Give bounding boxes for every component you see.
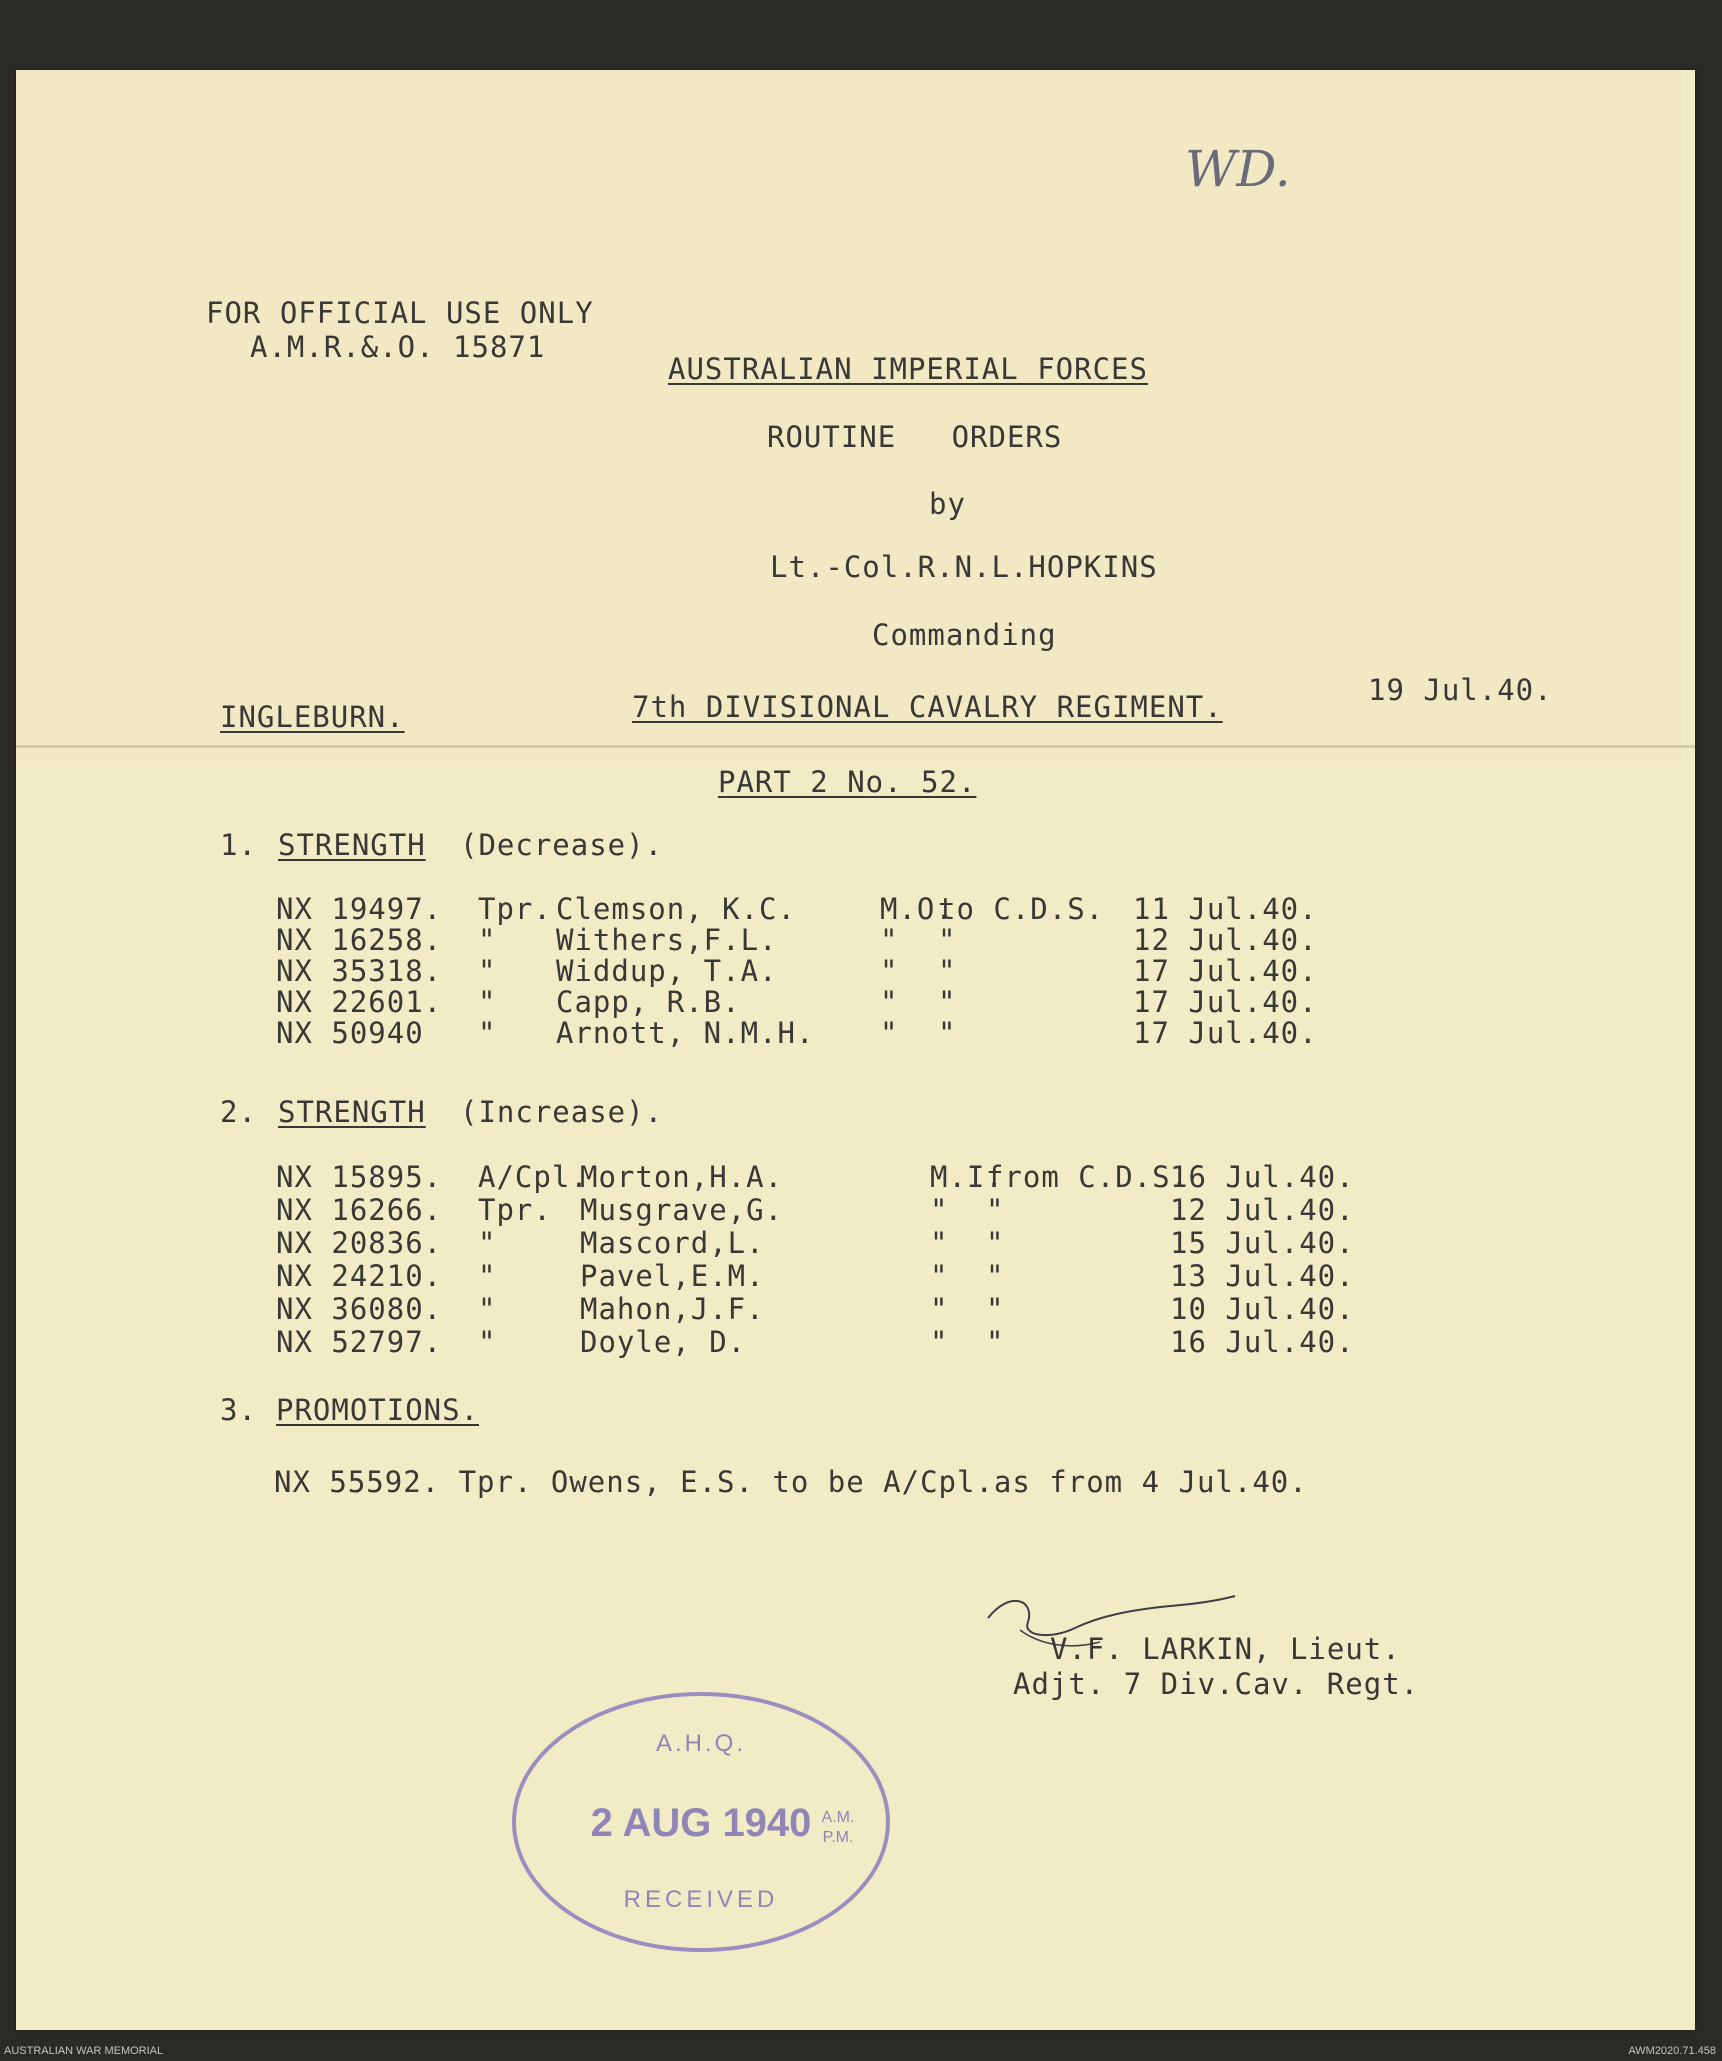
archive-credit: AUSTRALIAN WAR MEMORIAL <box>4 2045 164 2057</box>
cell-rank: " <box>478 1292 497 1326</box>
cell-unit: " <box>938 1016 957 1050</box>
cell-action: " <box>930 1325 949 1359</box>
cell-unit: " <box>986 1292 1005 1326</box>
title-line-orders: ROUTINE ORDERS <box>767 420 1063 454</box>
cell-name: Capp, R.B. <box>556 985 741 1019</box>
cell-action: " <box>930 1259 949 1293</box>
section-2-number: 2. <box>220 1095 257 1129</box>
cell-action: M.I. <box>930 1160 1004 1194</box>
section-3-heading: PROMOTIONS. <box>276 1393 480 1427</box>
cell-unit: " <box>986 1325 1005 1359</box>
cell-rank: Tpr. <box>478 892 552 926</box>
cell-date: 13 Jul.40. <box>1170 1259 1355 1293</box>
amr-reference: A.M.R.&.O. 15871 <box>250 330 546 364</box>
part-number: PART 2 No. 52. <box>718 765 977 799</box>
cell-date: 16 Jul.40. <box>1170 1160 1355 1194</box>
cell-name: Widdup, T.A. <box>556 954 778 988</box>
cell-name: Mascord,L. <box>580 1226 765 1260</box>
cell-no: NX 24210. <box>276 1259 443 1293</box>
cell-date: 12 Jul.40. <box>1133 923 1318 957</box>
signatory-name: V.F. LARKIN, Lieut. <box>1050 1632 1401 1666</box>
cell-no: NX 35318. <box>276 954 443 988</box>
cell-name: Mahon,J.F. <box>580 1292 765 1326</box>
cell-rank: " <box>478 985 497 1019</box>
section-3-number: 3. <box>220 1393 257 1427</box>
cell-name: Arnott, N.M.H. <box>556 1016 815 1050</box>
cell-rank: " <box>478 1325 497 1359</box>
cell-date: 11 Jul.40. <box>1133 892 1318 926</box>
cell-date: 17 Jul.40. <box>1133 985 1318 1019</box>
stamp-office: A.H.Q. <box>655 1730 746 1757</box>
cell-date: 17 Jul.40. <box>1133 1016 1318 1050</box>
official-use-label: FOR OFFICIAL USE ONLY <box>206 296 594 330</box>
cell-rank: A/Cpl. <box>478 1160 589 1194</box>
cell-rank: " <box>478 954 497 988</box>
signatory-title: Adjt. 7 Div.Cav. Regt. <box>1013 1667 1420 1701</box>
cell-action: " <box>880 954 899 988</box>
cell-unit: from C.D.S. <box>986 1160 1190 1194</box>
unit-title: 7th DIVISIONAL CAVALRY REGIMENT. <box>632 690 1223 724</box>
cell-unit: to C.D.S. <box>938 892 1105 926</box>
cell-unit: " <box>938 954 957 988</box>
cell-date: 15 Jul.40. <box>1170 1226 1355 1260</box>
cell-no: NX 19497. <box>276 892 443 926</box>
cell-rank: " <box>478 1259 497 1293</box>
place-label: INGLEBURN. <box>220 700 405 734</box>
cell-rank: " <box>478 1226 497 1260</box>
cell-rank: " <box>478 1016 497 1050</box>
cell-action: " <box>880 923 899 957</box>
order-date: 19 Jul.40. <box>1368 673 1553 707</box>
cell-no: NX 16258. <box>276 923 443 957</box>
cell-unit: " <box>986 1193 1005 1227</box>
sheet-edge <box>16 745 1695 748</box>
cell-action: " <box>930 1292 949 1326</box>
cell-date: 17 Jul.40. <box>1133 954 1318 988</box>
cell-action: " <box>880 1016 899 1050</box>
cell-action: M.O. <box>880 892 954 926</box>
title-line-commanding: Commanding <box>872 618 1057 652</box>
cell-no: NX 52797. <box>276 1325 443 1359</box>
cell-no: NX 15895. <box>276 1160 443 1194</box>
cell-unit: " <box>938 923 957 957</box>
cell-action: " <box>930 1193 949 1227</box>
cell-date: 10 Jul.40. <box>1170 1292 1355 1326</box>
stamp-received: RECEIVED <box>623 1886 779 1913</box>
cell-name: Musgrave,G. <box>580 1193 784 1227</box>
cell-no: NX 16266. <box>276 1193 443 1227</box>
cell-name: Morton,H.A. <box>580 1160 784 1194</box>
cell-unit: " <box>986 1226 1005 1260</box>
stamp-ampm: A.M. P.M. <box>821 1809 855 1846</box>
cell-unit: " <box>986 1259 1005 1293</box>
title-line-by: by <box>929 487 966 521</box>
cell-name: Withers,F.L. <box>556 923 778 957</box>
commanding-officer: Lt.-Col.R.N.L.HOPKINS <box>770 550 1158 584</box>
section-2-heading: STRENGTH <box>278 1095 426 1129</box>
promotion-entry: NX 55592. Tpr. Owens, E.S. to be A/Cpl.as from 4 Jul.40. <box>274 1465 1308 1499</box>
cell-rank: Tpr. <box>478 1193 552 1227</box>
cell-name: Pavel,E.M. <box>580 1259 765 1293</box>
stamp-date: 2 AUG 1940 <box>590 1801 812 1845</box>
upper-sheet <box>16 70 1681 760</box>
cell-no: NX 22601. <box>276 985 443 1019</box>
received-stamp <box>512 1692 890 1952</box>
cell-no: NX 20836. <box>276 1226 443 1260</box>
handwritten-initials: WD. <box>1185 140 1291 198</box>
title-line-forces: AUSTRALIAN IMPERIAL FORCES <box>668 352 1148 386</box>
cell-no: NX 50940 <box>276 1016 424 1050</box>
archive-reference: AWM2020.71.458 <box>1628 2045 1716 2057</box>
cell-name: Clemson, K.C. <box>556 892 796 926</box>
cell-unit: " <box>938 985 957 1019</box>
cell-date: 16 Jul.40. <box>1170 1325 1355 1359</box>
cell-rank: " <box>478 923 497 957</box>
section-1-number: 1. <box>220 828 257 862</box>
cell-action: " <box>930 1226 949 1260</box>
cell-date: 12 Jul.40. <box>1170 1193 1355 1227</box>
section-2-sub: (Increase). <box>460 1095 664 1129</box>
cell-name: Doyle, D. <box>580 1325 747 1359</box>
section-1-sub: (Decrease). <box>460 828 664 862</box>
cell-no: NX 36080. <box>276 1292 443 1326</box>
section-1-heading: STRENGTH <box>278 828 426 862</box>
cell-action: " <box>880 985 899 1019</box>
